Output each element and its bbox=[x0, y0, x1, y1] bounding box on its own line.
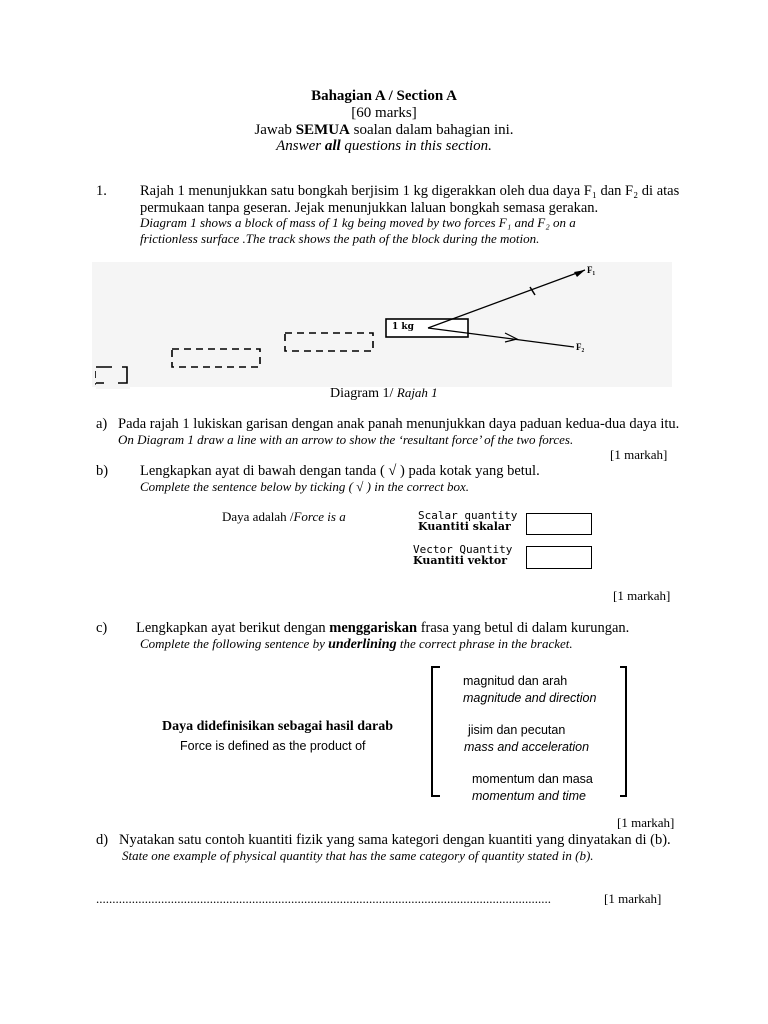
option-vector-label bbox=[413, 544, 512, 566]
part-c-malay bbox=[136, 620, 696, 637]
part-c-english-post: the correct phrase in the bracket. bbox=[396, 636, 573, 651]
part-b-stem-italic: Force is a bbox=[293, 509, 346, 524]
part-c-malay-bold: menggariskan bbox=[329, 620, 418, 636]
instruction-malay bbox=[0, 122, 768, 139]
option-3-english: momentum and time bbox=[472, 789, 586, 803]
instruction-malay-post: soalan dalam bahagian ini. bbox=[349, 122, 514, 138]
question-1-english bbox=[140, 215, 700, 247]
total-marks: [60 marks] bbox=[351, 105, 417, 121]
part-b-stem-main: Daya adalah / bbox=[222, 509, 294, 524]
question-number: 1. bbox=[96, 183, 107, 199]
vector-checkbox[interactable] bbox=[526, 546, 592, 569]
part-d-english: State one example of physical quantity that has the same category of quantity stated in (b). bbox=[122, 848, 594, 863]
force-f2-label: F₂ bbox=[576, 342, 585, 352]
part-c-english-bold: underlining bbox=[328, 637, 397, 652]
option-vector-malay: Kuantiti vektor bbox=[413, 554, 508, 567]
part-a-malay: Pada rajah 1 lukiskan garisan dengan anak panah menunjukkan daya paduan kedua-dua daya itu. bbox=[118, 416, 680, 432]
option-1-english: magnitude and direction bbox=[463, 691, 597, 705]
part-c-stem-malay: Daya didefinisikan sebagai hasil darab bbox=[162, 719, 394, 734]
part-d-letter: d) bbox=[96, 832, 109, 848]
instruction-english bbox=[0, 138, 768, 155]
part-c-english bbox=[140, 636, 700, 653]
question-1-english-line2: frictionless surface .The track shows the path of the block during the motion. bbox=[140, 231, 540, 246]
part-d-marks: [1 markah] bbox=[604, 891, 662, 906]
option-2-malay: jisim dan pecutan bbox=[468, 723, 566, 737]
bracket-left bbox=[432, 667, 440, 796]
part-b-stem bbox=[222, 509, 346, 525]
instruction-malay-pre: Jawab bbox=[254, 122, 296, 138]
part-c-malay-post: frasa yang betul di dalam kurungan. bbox=[417, 620, 630, 636]
part-c-marks: [1 markah] bbox=[617, 815, 675, 830]
part-d-malay: Nyatakan satu contoh kuantiti fizik yang sama kategori dengan kuantiti yang dinyatakan di (b). bbox=[119, 832, 671, 848]
diagram-caption-italic: Rajah 1 bbox=[396, 385, 438, 400]
part-c-english-pre: Complete the following sentence by bbox=[140, 636, 329, 651]
question-1-malay-line2: permukaan tanpa geseran. Jejak menunjukkan laluan bongkah semasa gerakan. bbox=[140, 200, 599, 216]
part-b-malay: Lengkapkan ayat di bawah dengan tanda ( √ ) pada kotak yang betul. bbox=[140, 463, 540, 479]
part-a-letter: a) bbox=[96, 416, 108, 432]
option-1-malay: magnitud dan arah bbox=[463, 674, 568, 688]
option-scalar-english: Scalar quantity bbox=[418, 509, 518, 522]
diagram-background bbox=[92, 262, 672, 387]
option-magnitude-direction[interactable] bbox=[463, 673, 596, 707]
scalar-checkbox[interactable] bbox=[526, 513, 592, 535]
option-scalar-label bbox=[418, 510, 517, 532]
section-title: Bahagian A / Section A bbox=[311, 88, 457, 104]
part-b-english-post: in the correct box. bbox=[370, 479, 470, 494]
diagram-caption bbox=[330, 385, 438, 402]
diagram-1 bbox=[0, 255, 768, 390]
part-a-english: On Diagram 1 draw a line with an arrow to show the ‘resultant force’ of the two forces. bbox=[118, 432, 574, 447]
force-f1-label: F₁ bbox=[587, 265, 596, 275]
option-3-malay: momentum dan masa bbox=[472, 772, 593, 786]
part-a-marks: [1 markah] bbox=[610, 447, 668, 462]
part-b-marks: [1 markah] bbox=[613, 588, 671, 603]
part-c-malay-pre: Lengkapkan ayat berikut dengan bbox=[136, 620, 330, 636]
part-c-letter: c) bbox=[96, 620, 108, 636]
option-2-english: mass and acceleration bbox=[464, 740, 590, 754]
part-b-english-pre: Complete the sentence below by ticking ( √ ) bbox=[140, 479, 371, 494]
question-1-malay bbox=[140, 183, 700, 217]
option-mass-acceleration[interactable] bbox=[464, 722, 590, 756]
diagram-caption-main: Diagram 1/ bbox=[330, 386, 397, 401]
option-momentum-time[interactable] bbox=[472, 771, 593, 805]
part-b-english bbox=[140, 479, 680, 495]
option-vector-english: Vector Quantity bbox=[413, 543, 513, 556]
answer-line[interactable]: ............................................................................................................................................ bbox=[96, 891, 551, 906]
part-c-stem-english: Force is defined as the product of bbox=[180, 739, 366, 753]
instruction-malay-bold: SEMUA bbox=[295, 122, 350, 138]
instruction-english-pre: Answer bbox=[276, 138, 325, 154]
instruction-english-post: questions in this section. bbox=[340, 138, 492, 154]
instruction-english-bold: all bbox=[324, 138, 341, 154]
question-1-english-line1: Diagram 1 shows a block of mass of 1 kg being moved by two forces F₁ and F₂ on a bbox=[140, 215, 576, 230]
question-1-malay-line1: Rajah 1 menunjukkan satu bongkah berjisim 1 kg digerakkan oleh dua daya F₁ dan F₂ di atas bbox=[140, 183, 680, 199]
block-label: 1 kg bbox=[392, 322, 414, 332]
part-b-letter: b) bbox=[96, 463, 109, 479]
option-scalar-malay: Kuantiti skalar bbox=[418, 520, 511, 533]
